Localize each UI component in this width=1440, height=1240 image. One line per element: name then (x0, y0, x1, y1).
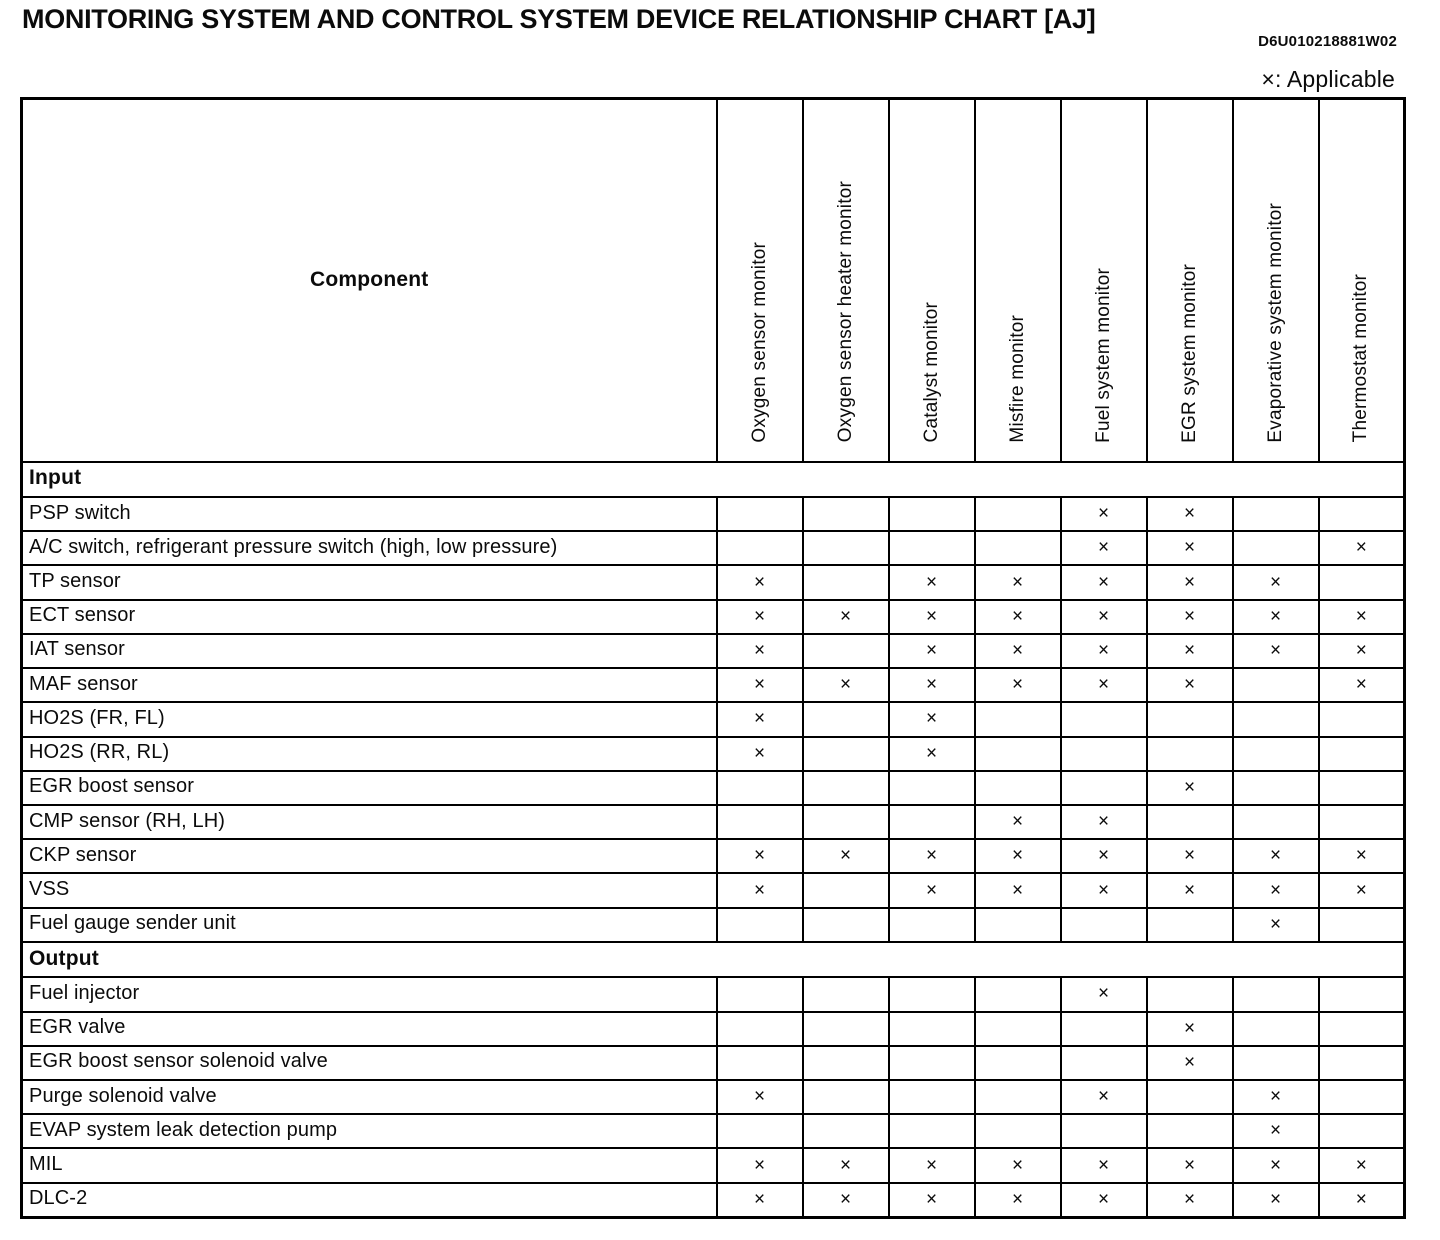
applicable-mark-cell: × (975, 873, 1061, 907)
empty-mark-cell (717, 771, 803, 805)
empty-mark-cell (1233, 497, 1319, 531)
relationship-table (20, 97, 1406, 1219)
monitor-column-label: Fuel system monitor (1092, 267, 1114, 443)
applicable-mark-cell: × (889, 1183, 975, 1218)
component-cell: EVAP system leak detection pump (22, 1114, 717, 1148)
applicable-mark-cell: × (1233, 600, 1319, 634)
component-cell: DLC-2 (22, 1183, 717, 1218)
empty-mark-cell (803, 737, 889, 771)
header-row (22, 99, 1405, 462)
applicable-mark-cell: × (1061, 839, 1147, 873)
empty-mark-cell (975, 702, 1061, 736)
applicable-mark-cell: × (1233, 1148, 1319, 1182)
applicable-mark-cell: × (717, 702, 803, 736)
monitor-column-header (717, 99, 803, 462)
applicable-mark-cell: × (889, 702, 975, 736)
empty-mark-cell (1061, 702, 1147, 736)
empty-mark-cell (803, 805, 889, 839)
empty-mark-cell (717, 531, 803, 565)
empty-mark-cell (717, 908, 803, 942)
empty-mark-cell (889, 977, 975, 1011)
applicable-mark-cell: × (803, 1148, 889, 1182)
page-title: MONITORING SYSTEM AND CONTROL SYSTEM DEVICE RELATIONSHIP CHART [AJ] (22, 4, 1096, 34)
empty-mark-cell (1233, 771, 1319, 805)
empty-mark-cell (975, 497, 1061, 531)
table-row (22, 531, 1405, 565)
empty-mark-cell (1319, 908, 1405, 942)
empty-mark-cell (717, 977, 803, 1011)
empty-mark-cell (975, 1114, 1061, 1148)
applicable-mark-cell: × (1061, 668, 1147, 702)
applicable-mark-cell: × (1147, 531, 1233, 565)
table-row (22, 668, 1405, 702)
empty-mark-cell (803, 1046, 889, 1080)
monitor-column-header (1233, 99, 1319, 462)
applicable-mark-cell: × (1147, 634, 1233, 668)
applicable-mark-cell: × (1319, 1148, 1405, 1182)
applicable-mark-cell: × (1147, 600, 1233, 634)
empty-mark-cell (975, 977, 1061, 1011)
component-cell: TP sensor (22, 565, 717, 599)
empty-mark-cell (889, 1046, 975, 1080)
applicable-mark-cell: × (975, 668, 1061, 702)
empty-mark-cell (975, 1046, 1061, 1080)
applicable-mark-cell: × (717, 839, 803, 873)
applicable-mark-cell: × (1147, 497, 1233, 531)
empty-mark-cell (1147, 1114, 1233, 1148)
empty-mark-cell (1319, 1114, 1405, 1148)
applicable-mark-cell: × (717, 873, 803, 907)
applicable-mark-cell: × (1061, 531, 1147, 565)
component-cell: ECT sensor (22, 600, 717, 634)
empty-mark-cell (1147, 908, 1233, 942)
empty-mark-cell (803, 771, 889, 805)
table-row (22, 1080, 1405, 1114)
component-cell: EGR boost sensor (22, 771, 717, 805)
monitor-column-label: Catalyst monitor (920, 302, 942, 443)
table-row (22, 600, 1405, 634)
empty-mark-cell (1233, 1046, 1319, 1080)
component-cell: VSS (22, 873, 717, 907)
applicable-mark-cell: × (1233, 1114, 1319, 1148)
applicable-mark-cell: × (803, 668, 889, 702)
applicable-mark-cell: × (1147, 839, 1233, 873)
component-cell: MIL (22, 1148, 717, 1182)
monitor-column-label: Thermostat monitor (1350, 274, 1372, 443)
empty-mark-cell (1233, 1012, 1319, 1046)
applicable-mark-cell: × (889, 668, 975, 702)
empty-mark-cell (975, 531, 1061, 565)
empty-mark-cell (889, 531, 975, 565)
empty-mark-cell (889, 1114, 975, 1148)
table-row (22, 1148, 1405, 1182)
empty-mark-cell (975, 1080, 1061, 1114)
table-row (22, 977, 1405, 1011)
table-row (22, 771, 1405, 805)
empty-mark-cell (1319, 1046, 1405, 1080)
applicable-mark-cell: × (1319, 531, 1405, 565)
applicable-mark-cell: × (717, 565, 803, 599)
empty-mark-cell (1319, 1080, 1405, 1114)
empty-mark-cell (803, 565, 889, 599)
empty-mark-cell (803, 497, 889, 531)
table-row (22, 839, 1405, 873)
applicable-mark-cell: × (717, 1183, 803, 1218)
monitor-column-header (1061, 99, 1147, 462)
empty-mark-cell (889, 805, 975, 839)
applicable-mark-cell: × (717, 668, 803, 702)
empty-mark-cell (803, 531, 889, 565)
document-code: D6U010218881W02 (1258, 33, 1397, 50)
empty-mark-cell (1319, 771, 1405, 805)
empty-mark-cell (717, 1114, 803, 1148)
empty-mark-cell (717, 1012, 803, 1046)
applicable-mark-cell: × (975, 805, 1061, 839)
applicable-mark-cell: × (1319, 600, 1405, 634)
table-row (22, 565, 1405, 599)
empty-mark-cell (1233, 668, 1319, 702)
component-column-header: Component (22, 99, 717, 462)
applicable-mark-cell: × (889, 600, 975, 634)
applicable-mark-cell: × (717, 600, 803, 634)
monitor-column-label: Oxygen sensor monitor (748, 241, 770, 443)
applicable-mark-cell: × (889, 634, 975, 668)
empty-mark-cell (975, 1012, 1061, 1046)
component-cell: CKP sensor (22, 839, 717, 873)
table-row (22, 908, 1405, 942)
applicable-mark-cell: × (1147, 873, 1233, 907)
component-cell: IAT sensor (22, 634, 717, 668)
applicable-mark-cell: × (717, 737, 803, 771)
applicable-mark-cell: × (975, 1183, 1061, 1218)
table-row (22, 1046, 1405, 1080)
empty-mark-cell (1319, 497, 1405, 531)
applicable-mark-cell: × (1147, 1046, 1233, 1080)
empty-mark-cell (803, 634, 889, 668)
applicable-mark-cell: × (975, 634, 1061, 668)
table-row (22, 634, 1405, 668)
component-cell: CMP sensor (RH, LH) (22, 805, 717, 839)
monitor-column-header (803, 99, 889, 462)
component-cell: MAF sensor (22, 668, 717, 702)
applicable-mark-cell: × (975, 1148, 1061, 1182)
empty-mark-cell (1147, 1080, 1233, 1114)
component-cell: HO2S (FR, FL) (22, 702, 717, 736)
empty-mark-cell (1061, 1046, 1147, 1080)
section-label: Output (22, 942, 1405, 977)
applicable-mark-cell: × (1147, 1148, 1233, 1182)
empty-mark-cell (1233, 805, 1319, 839)
empty-mark-cell (1147, 805, 1233, 839)
applicable-mark-cell: × (1061, 1183, 1147, 1218)
empty-mark-cell (717, 805, 803, 839)
empty-mark-cell (889, 497, 975, 531)
applicable-mark-cell: × (1319, 873, 1405, 907)
applicable-mark-cell: × (1147, 1183, 1233, 1218)
empty-mark-cell (1147, 702, 1233, 736)
empty-mark-cell (889, 771, 975, 805)
component-cell: Purge solenoid valve (22, 1080, 717, 1114)
empty-mark-cell (889, 1012, 975, 1046)
applicable-mark-cell: × (1319, 668, 1405, 702)
empty-mark-cell (803, 1012, 889, 1046)
empty-mark-cell (1147, 737, 1233, 771)
table-row (22, 1183, 1405, 1218)
applicable-mark-cell: × (975, 839, 1061, 873)
component-cell: Fuel injector (22, 977, 717, 1011)
monitor-column-header (889, 99, 975, 462)
component-cell: EGR valve (22, 1012, 717, 1046)
empty-mark-cell (1319, 977, 1405, 1011)
applicable-mark-cell: × (975, 600, 1061, 634)
component-cell: PSP switch (22, 497, 717, 531)
applicable-mark-cell: × (1061, 977, 1147, 1011)
empty-mark-cell (803, 873, 889, 907)
applicable-mark-cell: × (1147, 565, 1233, 599)
empty-mark-cell (1233, 977, 1319, 1011)
monitor-column-header (1319, 99, 1405, 462)
empty-mark-cell (889, 1080, 975, 1114)
monitor-column-header (1147, 99, 1233, 462)
applicable-mark-cell: × (1061, 873, 1147, 907)
empty-mark-cell (1061, 737, 1147, 771)
applicable-mark-cell: × (889, 565, 975, 599)
applicable-mark-cell: × (1061, 600, 1147, 634)
empty-mark-cell (889, 908, 975, 942)
empty-mark-cell (803, 1114, 889, 1148)
applicable-mark-cell: × (889, 1148, 975, 1182)
section-row (22, 942, 1405, 977)
empty-mark-cell (1319, 805, 1405, 839)
empty-mark-cell (803, 977, 889, 1011)
monitor-column-label: Evaporative system monitor (1264, 202, 1286, 443)
empty-mark-cell (1233, 702, 1319, 736)
applicable-mark-cell: × (889, 839, 975, 873)
applicable-mark-cell: × (889, 737, 975, 771)
empty-mark-cell (1061, 1114, 1147, 1148)
table-row (22, 497, 1405, 531)
applicable-mark-cell: × (1061, 1148, 1147, 1182)
applicable-mark-cell: × (1061, 634, 1147, 668)
empty-mark-cell (1233, 737, 1319, 771)
empty-mark-cell (1319, 702, 1405, 736)
empty-mark-cell (1319, 1012, 1405, 1046)
section-row (22, 462, 1405, 497)
applicable-mark-cell: × (1147, 771, 1233, 805)
applicable-mark-cell: × (1061, 1080, 1147, 1114)
empty-mark-cell (975, 771, 1061, 805)
empty-mark-cell (803, 702, 889, 736)
empty-mark-cell (1061, 908, 1147, 942)
monitor-column-header (975, 99, 1061, 462)
applicable-mark-cell: × (1147, 668, 1233, 702)
applicable-mark-cell: × (1233, 873, 1319, 907)
monitor-column-label: Misfire monitor (1006, 314, 1028, 443)
applicable-mark-cell: × (803, 839, 889, 873)
component-cell: Fuel gauge sender unit (22, 908, 717, 942)
table-row (22, 1114, 1405, 1148)
empty-mark-cell (975, 908, 1061, 942)
applicable-mark-cell: × (1233, 1080, 1319, 1114)
applicable-mark-cell: × (803, 600, 889, 634)
empty-mark-cell (803, 908, 889, 942)
empty-mark-cell (1319, 565, 1405, 599)
table-row (22, 702, 1405, 736)
applicable-mark-cell: × (1233, 565, 1319, 599)
applicable-mark-cell: × (1319, 634, 1405, 668)
table-row (22, 1012, 1405, 1046)
component-cell: HO2S (RR, RL) (22, 737, 717, 771)
empty-mark-cell (1233, 531, 1319, 565)
table-row (22, 805, 1405, 839)
applicable-mark-cell: × (1233, 908, 1319, 942)
monitor-column-label: Oxygen sensor heater monitor (834, 181, 856, 443)
applicable-mark-cell: × (1233, 839, 1319, 873)
empty-mark-cell (717, 497, 803, 531)
applicable-mark-cell: × (1147, 1012, 1233, 1046)
applicable-mark-cell: × (1233, 1183, 1319, 1218)
empty-mark-cell (717, 1046, 803, 1080)
applicable-mark-cell: × (1233, 634, 1319, 668)
applicable-mark-cell: × (1061, 497, 1147, 531)
monitor-column-label: EGR system monitor (1178, 263, 1200, 443)
applicable-mark-cell: × (717, 1080, 803, 1114)
empty-mark-cell (803, 1080, 889, 1114)
applicable-mark-cell: × (1319, 839, 1405, 873)
applicable-legend: ×: Applicable (1261, 66, 1395, 92)
applicable-mark-cell: × (889, 873, 975, 907)
applicable-mark-cell: × (717, 634, 803, 668)
applicable-mark-cell: × (717, 1148, 803, 1182)
table-row (22, 873, 1405, 907)
applicable-mark-cell: × (1319, 1183, 1405, 1218)
empty-mark-cell (975, 737, 1061, 771)
applicable-mark-cell: × (1061, 565, 1147, 599)
empty-mark-cell (1147, 977, 1233, 1011)
empty-mark-cell (1061, 1012, 1147, 1046)
applicable-mark-cell: × (1061, 805, 1147, 839)
empty-mark-cell (1061, 771, 1147, 805)
applicable-mark-cell: × (975, 565, 1061, 599)
applicable-mark-cell: × (803, 1183, 889, 1218)
component-cell: A/C switch, refrigerant pressure switch (high, low pressure) (22, 531, 717, 565)
section-label: Input (22, 462, 1405, 497)
table-row (22, 737, 1405, 771)
empty-mark-cell (1319, 737, 1405, 771)
component-cell: EGR boost sensor solenoid valve (22, 1046, 717, 1080)
